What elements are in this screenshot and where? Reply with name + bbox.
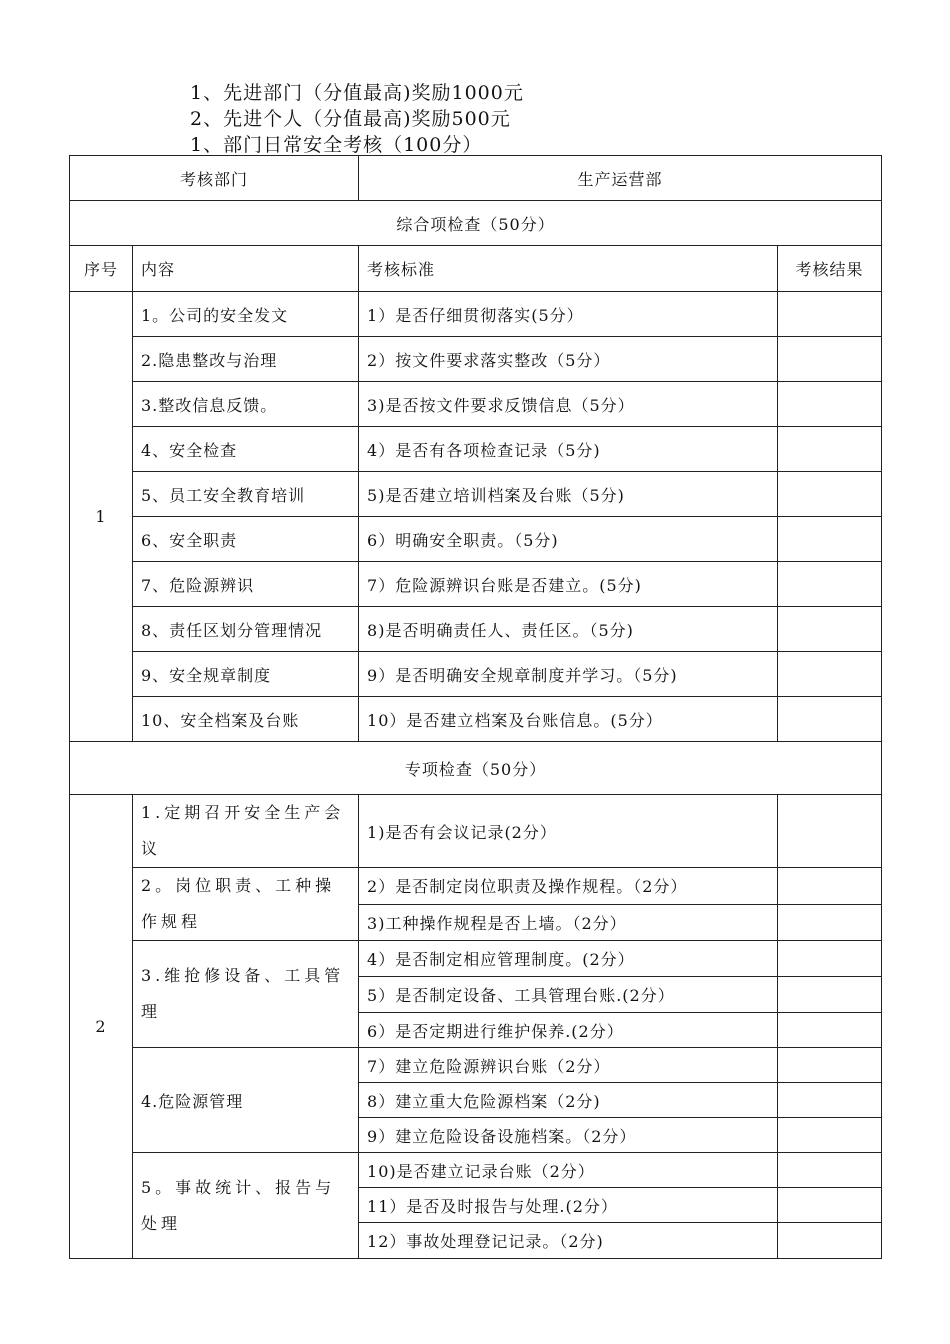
- table-row: [70, 562, 882, 607]
- row-standard: 4）是否有各项检查记录（5分): [359, 427, 778, 472]
- row-result: [778, 941, 882, 977]
- section1-title: 综合项检查（50分）: [70, 201, 882, 246]
- col-no: 序号: [70, 246, 133, 292]
- row-result: [778, 904, 882, 941]
- row-standard: 2）按文件要求落实整改（5分）: [359, 337, 778, 382]
- table-row: [70, 868, 882, 905]
- group-content: 2。岗位职责、工种操作规程: [133, 868, 359, 941]
- group-content: 1.定期召开安全生产会议: [133, 795, 359, 868]
- intro-line-1: 1、先进部门（分值最高)奖励1000元: [190, 82, 524, 104]
- row-result: [778, 1048, 882, 1083]
- row-result: [778, 697, 882, 742]
- row-result: [778, 977, 882, 1013]
- row-standard: 9）建立危险设备设施档案。（2分）: [359, 1118, 778, 1153]
- row-standard: 1）是否仔细贯彻落实(5分）: [359, 292, 778, 337]
- row-content: 8、责任区划分管理情况: [133, 607, 359, 652]
- row-result: [778, 795, 882, 868]
- row-result: [778, 1188, 882, 1223]
- row-standard: 3)是否按文件要求反馈信息（5分）: [359, 382, 778, 427]
- assessment-table: [69, 155, 882, 1259]
- table-row: [70, 941, 882, 977]
- row-result: [778, 517, 882, 562]
- column-header-row: [70, 246, 882, 292]
- row-standard: 5)是否建立培训档案及台账（5分): [359, 472, 778, 517]
- row-standard: 7）建立危险源辨识台账（2分）: [359, 1048, 778, 1083]
- table-row: [70, 607, 882, 652]
- row-result: [778, 868, 882, 905]
- row-result: [778, 382, 882, 427]
- table-row: [70, 697, 882, 742]
- row-content: 3.整改信息反馈。: [133, 382, 359, 427]
- col-content: 内容: [133, 246, 359, 292]
- row-result: [778, 562, 882, 607]
- row-standard: 10）是否建立档案及台账信息。(5分）: [359, 697, 778, 742]
- table-row: [70, 427, 882, 472]
- dept-row: [70, 156, 882, 201]
- row-content: 4、安全检查: [133, 427, 359, 472]
- row-content: 9、安全规章制度: [133, 652, 359, 697]
- group-content: 5。事故统计、报告与处理: [133, 1153, 359, 1259]
- table-row: [70, 517, 882, 562]
- row-result: [778, 607, 882, 652]
- row-result: [778, 1013, 882, 1048]
- row-content: 10、安全档案及台账: [133, 697, 359, 742]
- section2-number: 2: [70, 795, 133, 1259]
- table-row: [70, 795, 882, 868]
- table-row: [70, 382, 882, 427]
- row-standard: 1)是否有会议记录(2分）: [359, 795, 778, 868]
- group-content: 4.危险源管理: [133, 1048, 359, 1153]
- row-content: 1。公司的安全发文: [133, 292, 359, 337]
- row-result: [778, 427, 882, 472]
- table-row: [70, 1153, 882, 1188]
- dept-label: 考核部门: [70, 156, 359, 201]
- row-standard: 8）建立重大危险源档案（2分): [359, 1083, 778, 1118]
- table-row: [70, 1048, 882, 1083]
- group-content: 3.维抢修设备、工具管理: [133, 941, 359, 1048]
- row-standard: 10)是否建立记录台账（2分）: [359, 1153, 778, 1188]
- table-row: [70, 472, 882, 517]
- row-standard: 4）是否制定相应管理制度。(2分）: [359, 941, 778, 977]
- row-result: [778, 1153, 882, 1188]
- table-row: [70, 337, 882, 382]
- row-content: 7、危险源辨识: [133, 562, 359, 607]
- row-standard: 3)工种操作规程是否上墙。（2分）: [359, 904, 778, 941]
- intro-line-3: 1、部门日常安全考核（100分）: [190, 134, 483, 156]
- row-standard: 12）事故处理登记记录。（2分): [359, 1223, 778, 1259]
- table-row: [70, 292, 882, 337]
- section1-number: 1: [70, 292, 133, 742]
- col-result: 考核结果: [778, 246, 882, 292]
- row-standard: 9）是否明确安全规章制度并学习。（5分): [359, 652, 778, 697]
- row-standard: 8)是否明确责任人、责任区。（5分): [359, 607, 778, 652]
- row-result: [778, 1083, 882, 1118]
- row-content: 2.隐患整改与治理: [133, 337, 359, 382]
- row-result: [778, 337, 882, 382]
- row-result: [778, 292, 882, 337]
- section2-title-row: [70, 742, 882, 795]
- row-result: [778, 652, 882, 697]
- row-result: [778, 1118, 882, 1153]
- row-standard: 6）明确安全职责。（5分): [359, 517, 778, 562]
- section2-title: 专项检查（50分）: [70, 742, 882, 795]
- section1-title-row: [70, 201, 882, 246]
- row-standard: 6）是否定期进行维护保养.(2分）: [359, 1013, 778, 1048]
- table-row: [70, 652, 882, 697]
- row-content: 5、员工安全教育培训: [133, 472, 359, 517]
- row-standard: 2）是否制定岗位职责及操作规程。（2分）: [359, 868, 778, 905]
- row-standard: 11）是否及时报告与处理.(2分）: [359, 1188, 778, 1223]
- intro-line-2: 2、先进个人（分值最高)奖励500元: [190, 108, 511, 130]
- row-standard: 7）危险源辨识台账是否建立。(5分): [359, 562, 778, 607]
- row-standard: 5）是否制定设备、工具管理台账.(2分）: [359, 977, 778, 1013]
- row-content: 6、安全职责: [133, 517, 359, 562]
- col-standard: 考核标准: [359, 246, 778, 292]
- row-result: [778, 472, 882, 517]
- row-result: [778, 1223, 882, 1259]
- intro-text: [190, 80, 524, 158]
- dept-value: 生产运营部: [359, 156, 882, 201]
